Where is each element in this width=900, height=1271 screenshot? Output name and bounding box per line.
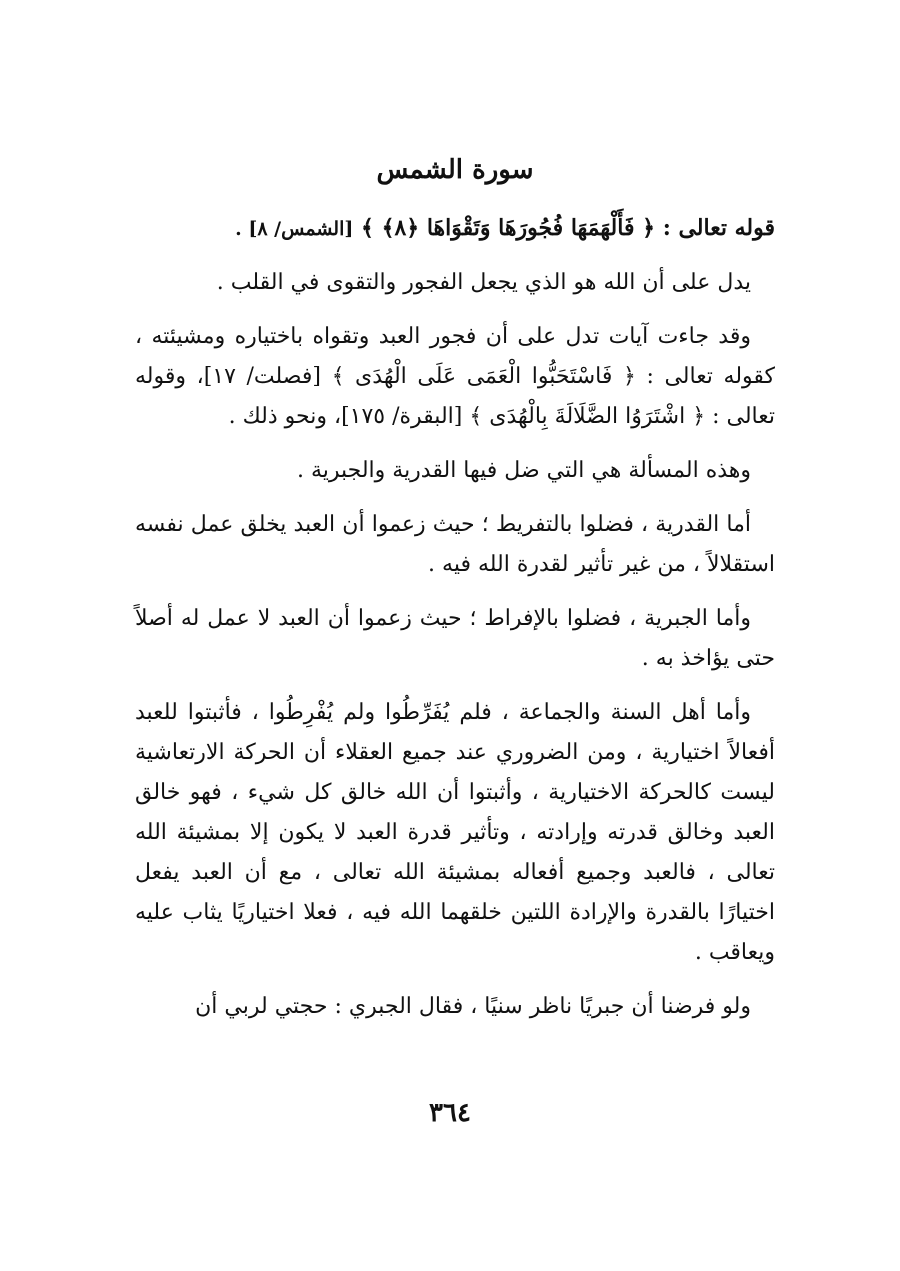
paragraph: وأما الجبرية ، فضلوا بالإفراط ؛ حيث زعموا أن العبد لا عمل له أصلاً حتى يؤاخذ به . — [135, 606, 775, 671]
quran-quote: ﴿ فَأَلْهَمَهَا فُجُورَهَا وَتَقْوَاهَا ﴿٨﴾ ﴾ — [361, 215, 656, 241]
paragraph: أما القدرية ، فضلوا بالتفريط ؛ حيث زعموا أن العبد يخلق عمل نفسه استقلالاً ، من غير تأثير لقدرة الله فيه . — [135, 512, 775, 577]
verse-line — [135, 208, 775, 249]
page-body — [135, 150, 775, 1041]
paragraph: وقد جاءت آيات تدل على أن فجور العبد وتقواه باختياره ومشيئته ، كقوله تعالى : ﴿ فَاسْتَحَبُّوا الْعَمَى عَلَى الْهُدَى ﴾ [فصلت/ ١٧]، وقوله تعالى : ﴿ اشْتَرَوُا الضَّلَالَةَ بِالْهُدَى ﴾ [البقرة/ ١٧٥]، ونحو ذلك . — [135, 324, 775, 429]
page-number: ٣٦٤ — [429, 1098, 471, 1128]
paragraph: ولو فرضنا أن جبريًا ناظر سنيًا ، فقال الجبري : حجتي لربي أن — [195, 994, 751, 1019]
verse-lead: قوله تعالى : — [662, 215, 775, 241]
paragraph: وأما أهل السنة والجماعة ، فلم يُفَرِّطُوا ولم يُفْرِطُوا ، فأثبتوا للعبد أفعالاً اختيارية ، ومن الضروري عند جميع العقلاء أن الحركة الارتعاشية ليست كالحركة الاختيارية ، وأثبتوا أن الله خالق كل شيء ، فهو خالق العبد وخالق قدرته وإرادته ، وتأثير قدرة العبد لا يكون إلا بمشيئة الله تعالى ، فالعبد وجميع أفعاله بمشيئة الله تعالى ، مع أن العبد يفعل اختيارًا بالقدرة والإرادة اللتين خلقهما الله فيه ، فعلا اختياريًا يثاب عليه ويعاقب . — [135, 700, 775, 965]
paragraph: يدل على أن الله هو الذي يجعل الفجور والتقوى في القلب . — [216, 270, 751, 295]
surah-title: سورة الشمس — [376, 155, 534, 185]
verse-reference: [الشمس/ ٨] . — [235, 218, 354, 240]
paragraph: وهذه المسألة هي التي ضل فيها القدرية والجبرية . — [296, 458, 751, 483]
